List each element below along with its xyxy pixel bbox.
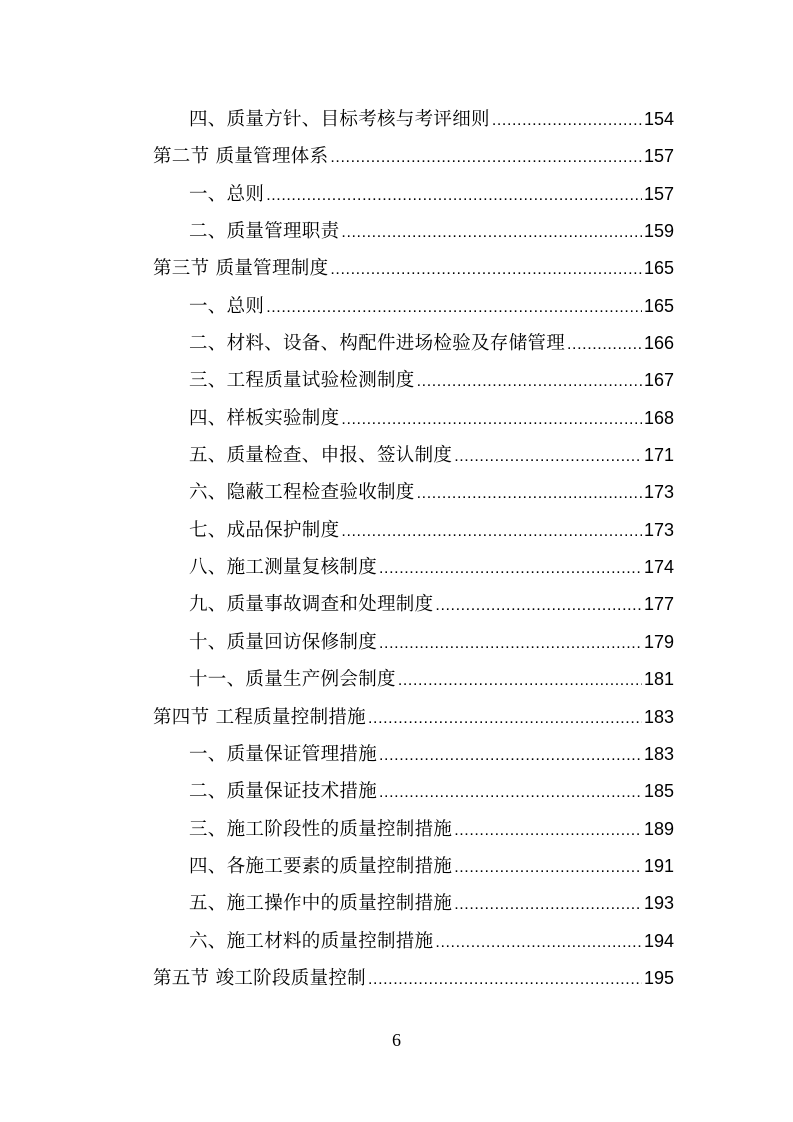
toc-entry-page: 181 (643, 669, 674, 690)
toc-entry-page: 179 (643, 631, 674, 652)
toc-entry[interactable] (153, 250, 674, 287)
toc-entry[interactable] (153, 362, 674, 399)
toc-entry[interactable] (153, 549, 674, 586)
toc-dot-leader (454, 886, 642, 923)
toc-entry-label: 六、施工材料的质量控制措施 (189, 930, 434, 952)
toc-dot-leader (567, 326, 642, 363)
toc-entry-page: 168 (643, 407, 674, 428)
page-number: 6 (392, 1030, 401, 1050)
toc-entry-page: 157 (643, 146, 674, 167)
toc-entry-page: 183 (643, 743, 674, 764)
toc-entry-page: 165 (643, 258, 674, 279)
toc-entry-label: 七、成品保护制度 (189, 519, 340, 541)
toc-entry[interactable] (153, 923, 674, 960)
toc-entry-label: 四、样板实验制度 (189, 407, 340, 429)
toc-entry[interactable] (153, 848, 674, 885)
toc-entry[interactable] (153, 325, 674, 362)
toc-entry-label: 二、材料、设备、构配件进场检验及存储管理 (189, 333, 566, 355)
toc-entry[interactable] (153, 736, 674, 773)
toc-entry[interactable] (153, 960, 674, 997)
toc-dot-leader (341, 401, 642, 438)
toc-entry-label: 一、质量保证管理措施 (189, 743, 378, 765)
toc-entry-page: 173 (643, 482, 674, 503)
toc-entry-label: 第五节 竣工阶段质量控制 (153, 967, 366, 989)
toc-entry-page: 171 (643, 445, 674, 466)
toc-dot-leader (368, 961, 642, 998)
toc-entry[interactable] (153, 288, 674, 325)
toc-entry[interactable] (153, 811, 674, 848)
toc-entry-label: 二、质量保证技术措施 (189, 781, 378, 803)
toc-dot-leader (379, 774, 642, 811)
toc-dot-leader (266, 289, 642, 326)
toc-entry-label: 第三节 质量管理制度 (153, 258, 329, 280)
toc-entry-page: 185 (643, 781, 674, 802)
toc-entry-label: 五、质量检查、申报、签认制度 (189, 445, 453, 467)
toc-dot-leader (454, 812, 642, 849)
toc-dot-leader (330, 139, 642, 176)
toc-entry-page: 177 (643, 594, 674, 615)
toc-dot-leader (435, 924, 642, 961)
toc-entry-label: 六、隐蔽工程检查验收制度 (189, 482, 415, 504)
toc-entry-label: 第二节 质量管理体系 (153, 146, 329, 168)
toc-entry-label: 三、工程质量试验检测制度 (189, 370, 415, 392)
toc-dot-leader (330, 251, 642, 288)
toc-entry-page: 189 (643, 818, 674, 839)
toc-entry-page: 159 (643, 221, 674, 242)
toc-entry-label: 一、总则 (189, 295, 265, 317)
toc-entry-label: 九、质量事故调查和处理制度 (189, 594, 434, 616)
toc-entry[interactable] (153, 586, 674, 623)
toc-entry-page: 183 (643, 706, 674, 727)
toc-entry-page: 174 (643, 557, 674, 578)
toc-entry[interactable] (153, 138, 674, 175)
table-of-contents (153, 101, 674, 997)
toc-entry-label: 十、质量回访保修制度 (189, 631, 378, 653)
toc-dot-leader (368, 700, 642, 737)
toc-entry[interactable] (153, 773, 674, 810)
toc-dot-leader (379, 625, 642, 662)
toc-dot-leader (266, 177, 642, 214)
toc-dot-leader (454, 438, 642, 475)
toc-entry-page: 154 (643, 109, 674, 129)
toc-entry-label: 二、质量管理职责 (189, 221, 340, 243)
toc-entry-page: 194 (643, 930, 674, 951)
toc-entry[interactable] (153, 474, 674, 511)
toc-dot-leader (379, 550, 642, 587)
toc-entry-page: 173 (643, 519, 674, 540)
toc-entry-label: 一、总则 (189, 183, 265, 205)
toc-entry[interactable] (153, 176, 674, 213)
toc-entry[interactable] (153, 437, 674, 474)
toc-entry[interactable] (153, 101, 674, 138)
toc-dot-leader (454, 849, 642, 886)
toc-entry-label: 五、施工操作中的质量控制措施 (189, 893, 453, 915)
toc-entry-page: 167 (643, 370, 674, 391)
toc-dot-leader (398, 662, 642, 699)
toc-entry[interactable] (153, 213, 674, 250)
toc-entry[interactable] (153, 512, 674, 549)
toc-entry-label: 十一、质量生产例会制度 (189, 669, 396, 691)
toc-entry-label: 三、施工阶段性的质量控制措施 (189, 818, 453, 840)
toc-entry-page: 166 (643, 333, 674, 354)
toc-entry-page: 193 (643, 893, 674, 914)
toc-entry-page: 191 (643, 855, 674, 876)
toc-dot-leader (492, 102, 642, 139)
toc-entry-page: 165 (643, 295, 674, 316)
toc-dot-leader (341, 214, 642, 251)
toc-dot-leader (417, 363, 642, 400)
toc-entry-label: 第四节 工程质量控制措施 (153, 706, 366, 728)
toc-entry[interactable] (153, 885, 674, 922)
toc-entry-label: 四、质量方针、目标考核与考评细则 (189, 109, 490, 130)
toc-entry-page: 195 (643, 967, 674, 988)
toc-dot-leader (341, 513, 642, 550)
toc-entry-label: 四、各施工要素的质量控制措施 (189, 855, 453, 877)
toc-entry-page: 157 (643, 183, 674, 204)
toc-entry[interactable] (153, 624, 674, 661)
toc-entry-label: 八、施工测量复核制度 (189, 557, 378, 579)
toc-dot-leader (417, 475, 642, 512)
toc-dot-leader (435, 587, 642, 624)
toc-entry[interactable] (153, 661, 674, 698)
toc-entry[interactable] (153, 699, 674, 736)
toc-dot-leader (379, 737, 642, 774)
toc-entry[interactable] (153, 400, 674, 437)
